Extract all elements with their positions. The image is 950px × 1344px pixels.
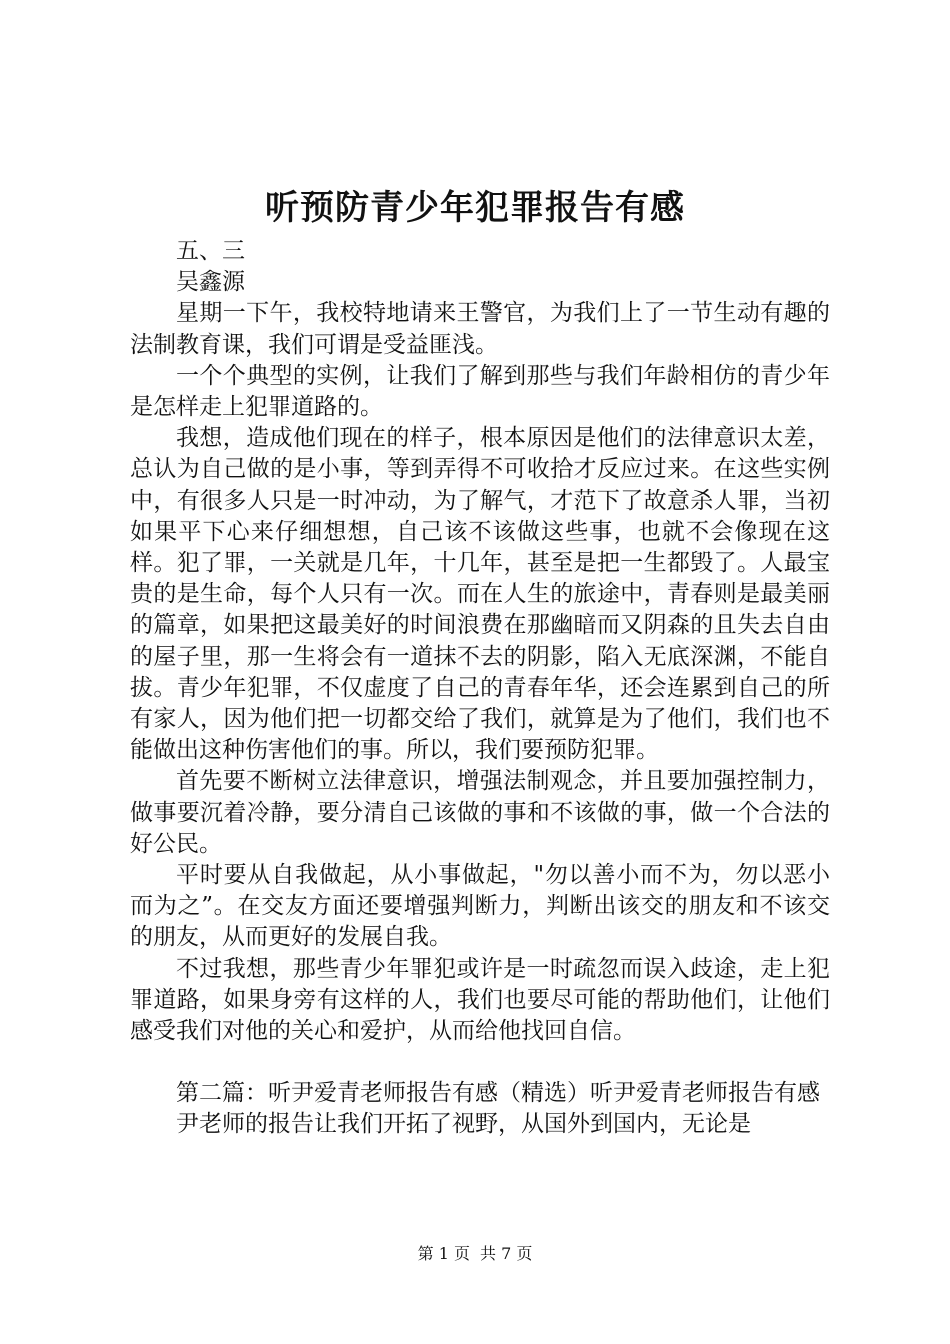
paragraph: 首先要不断树立法律意识，增强法制观念，并且要加强控制力，做事要沉着冷静，要分清自己该做的事和不该做的事，做一个合法的好公民。: [130, 768, 830, 857]
document-title: 听预防青少年犯罪报告有感: [265, 188, 685, 228]
paragraph: 星期一下午，我校特地请来王警官，为我们上了一节生动有趣的法制教育课，我们可谓是受益匪浅。: [130, 300, 830, 358]
class-line: 五、三: [176, 238, 245, 264]
page-number: 第 1 页: [417, 1244, 470, 1263]
document-body: [130, 236, 830, 1141]
section-heading: 第二篇：听尹爱青老师报告有感（精选）听尹爱青老师报告有感: [176, 1080, 820, 1107]
paragraph: 平时要从自我做起，从小事做起，"勿以善小而不为，勿以恶小而为之”。在交友方面还要增强判断力，判断出该交的朋友和不该交的朋友，从而更好的发展自我。: [130, 862, 830, 951]
paragraph: 我想，造成他们现在的样子，根本原因是他们的法律意识太差，总认为自己做的是小事，等到弄得不可收拾才反应过来。在这些实例中，有很多人只是一时冲动，为了解气，才范下了故意杀人罪，当初如果平下心来仔细想想，自己该不该做这些事，也就不会像现在这样。犯了罪，一关就是几年，十几年，甚至是把一生都毁了。人最宝贵的是生命，每个人只有一次。而在人生的旅途中，青春则是最美丽的篇章，如果把这最美好的时间浪费在那幽暗而又阴森的且失去自由的屋子里，那一生将会有一道抹不去的阴影，陷入无底深渊，不能自拔。青少年犯罪，不仅虚度了自己的青春年华，还会连累到自己的所有家人，因为他们把一切都交给了我们，就算是为了他们，我们也不能做出这种伤害他们的事。所以，我们要预防犯罪。: [130, 425, 830, 764]
paragraph: 一个个典型的实例，让我们了解到那些与我们年龄相仿的青少年是怎样走上犯罪道路的。: [130, 362, 830, 421]
paragraph-gap: [130, 1047, 830, 1078]
author-line: 吴鑫源: [176, 269, 245, 296]
page-footer: [0, 1244, 950, 1264]
paragraph: 不过我想，那些青少年罪犯或许是一时疏忽而误入歧途，走上犯罪道路，如果身旁有这样的人，我们也要尽可能的帮助他们，让他们感受我们对他的关心和爱护，从而给他找回自信。: [130, 955, 830, 1045]
page-total: 共 7 页: [480, 1244, 533, 1263]
paragraph: 尹老师的报告让我们开拓了视野，从国外到国内，无论是: [176, 1111, 751, 1138]
